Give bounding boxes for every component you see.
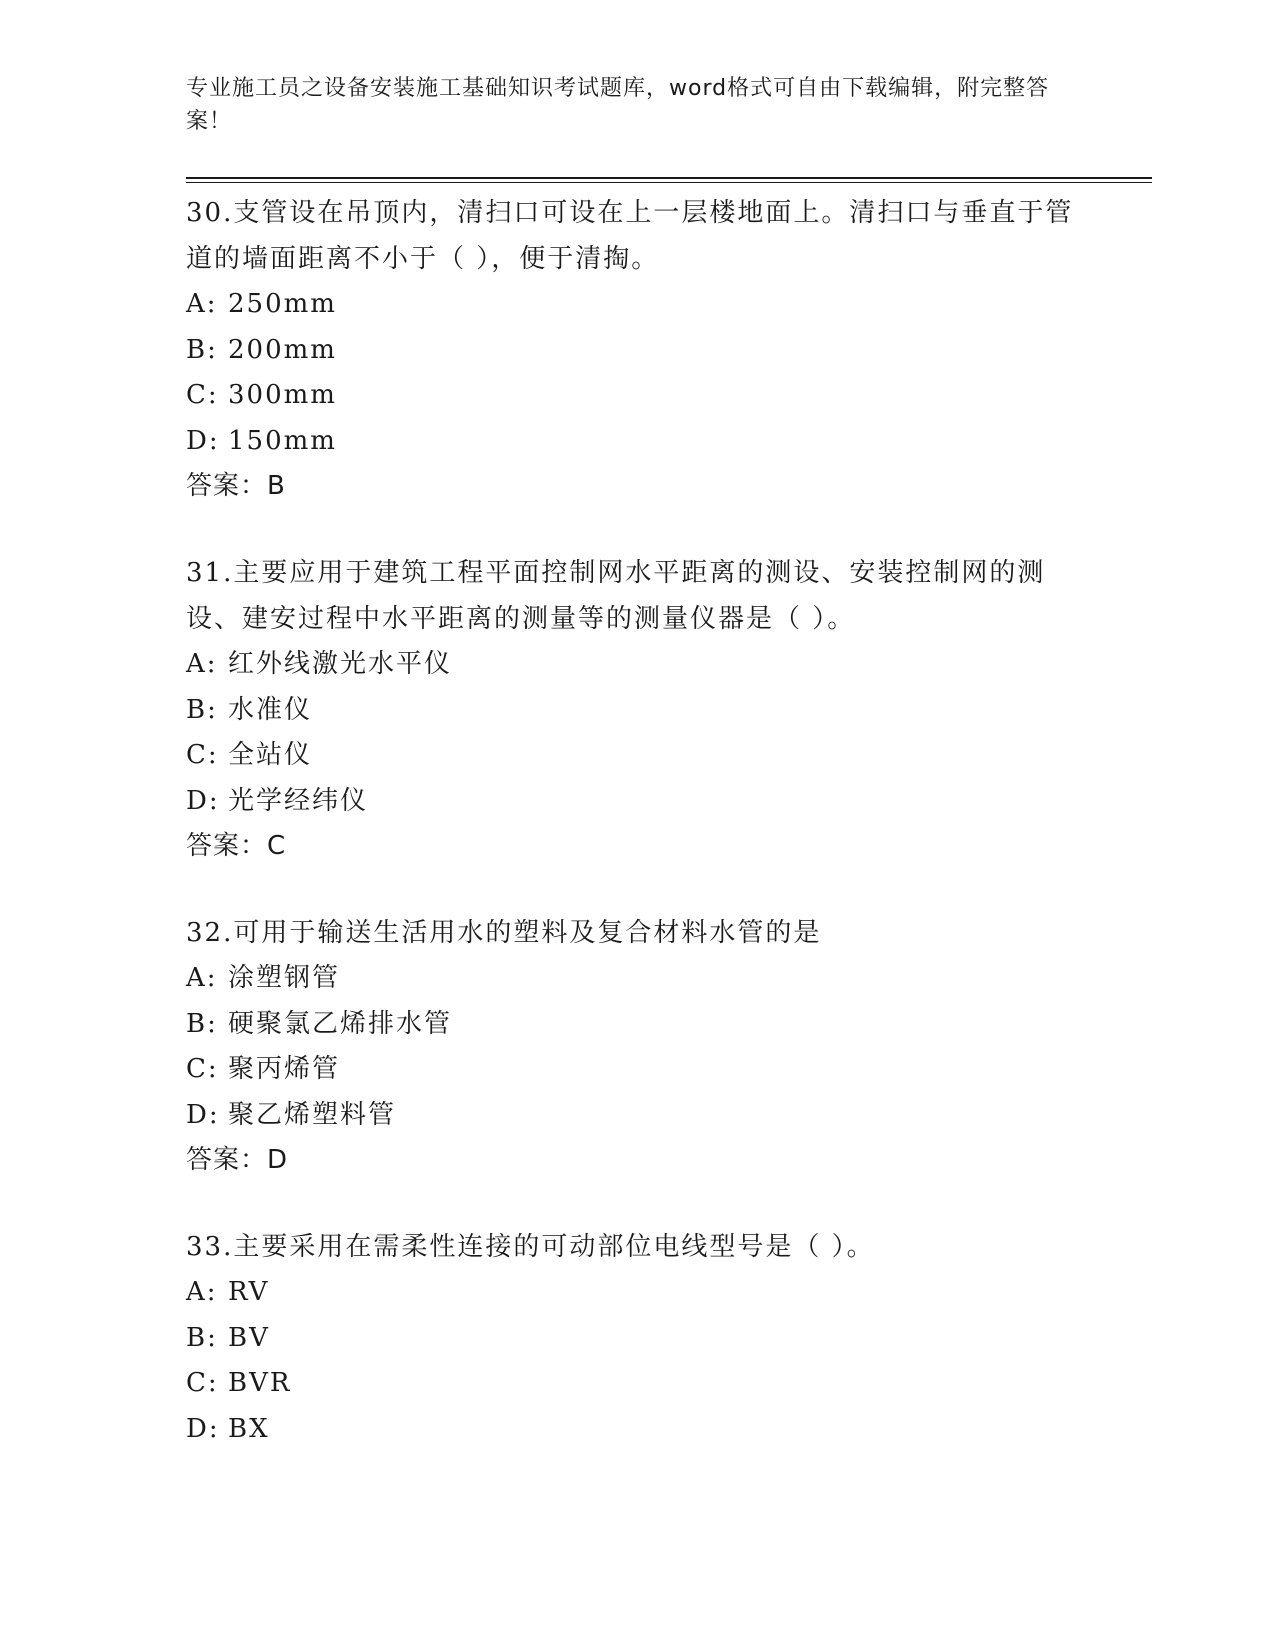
option-text: 硬聚氯乙烯排水管 xyxy=(228,1008,453,1039)
option-text: 150mm xyxy=(228,425,337,456)
question-stem: 31.主要应用于建筑工程平面控制网水平距离的测设、安装控制网的测设、建安过程中水平距离的测量等的测量仪器是（ ）。 xyxy=(186,558,1046,634)
answer-line: 答案：B xyxy=(186,471,286,501)
option-text: 300mm xyxy=(228,380,337,410)
option-d xyxy=(186,779,1086,825)
question-stem: 32.可用于输送生活用水的塑料及复合材料水管的是 xyxy=(186,918,822,948)
option-letter: A: xyxy=(186,649,218,679)
option-letter: D: xyxy=(186,1099,220,1130)
option-text: 光学经纬仪 xyxy=(228,785,369,816)
option-a xyxy=(186,956,1086,1002)
option-text: 聚乙烯塑料管 xyxy=(228,1099,397,1130)
option-letter: A: xyxy=(186,289,218,319)
question-spacer xyxy=(186,508,1086,550)
option-letter: A: xyxy=(186,963,218,993)
option-text: 250mm xyxy=(228,289,337,319)
option-letter: C: xyxy=(186,1368,219,1398)
option-text: 水准仪 xyxy=(228,694,313,725)
question-stem: 30.支管设在吊顶内，清扫口可设在上一层楼地面上。清扫口与垂直于管道的墙面距离不小于（ ），便于清掏。 xyxy=(186,198,1074,274)
option-letter: B: xyxy=(186,1008,218,1039)
option-letter: C: xyxy=(186,380,219,410)
option-c xyxy=(186,1361,1086,1407)
header-divider-thin xyxy=(186,182,1152,183)
option-c xyxy=(186,1047,1086,1093)
option-c xyxy=(186,373,1086,419)
option-letter: B: xyxy=(186,334,218,365)
option-a xyxy=(186,1270,1086,1316)
option-letter: C: xyxy=(186,740,219,770)
option-b xyxy=(186,1316,1086,1362)
option-text: BV xyxy=(228,1322,270,1353)
question-spacer xyxy=(186,1182,1086,1224)
header-title: 专业施工员之设备安装施工基础知识考试题库，word格式可自由下载编辑，附完整答案！ xyxy=(186,76,1050,134)
option-d xyxy=(186,1093,1086,1139)
option-text: 全站仪 xyxy=(228,740,313,770)
option-text: BVR xyxy=(228,1368,292,1398)
question-spacer xyxy=(186,868,1086,910)
question-32 xyxy=(186,910,1086,1182)
question-31 xyxy=(186,550,1086,868)
document-header xyxy=(186,72,1066,138)
option-letter: C: xyxy=(186,1054,219,1084)
option-b xyxy=(186,1002,1086,1048)
option-letter: B: xyxy=(186,1322,218,1353)
question-list xyxy=(186,190,1086,1452)
option-d xyxy=(186,1407,1086,1453)
option-c xyxy=(186,733,1086,779)
option-letter: B: xyxy=(186,694,218,725)
option-letter: D: xyxy=(186,1413,220,1444)
header-divider-thick xyxy=(186,177,1152,179)
option-a xyxy=(186,282,1086,328)
option-text: RV xyxy=(228,1277,270,1307)
option-d xyxy=(186,419,1086,465)
option-text: 红外线激光水平仪 xyxy=(228,649,453,679)
question-30 xyxy=(186,190,1086,508)
question-stem: 33.主要采用在需柔性连接的可动部位电线型号是（ ）。 xyxy=(186,1232,875,1262)
option-b xyxy=(186,328,1086,374)
answer-line: 答案：C xyxy=(186,831,287,861)
question-33 xyxy=(186,1224,1086,1452)
option-text: 涂塑钢管 xyxy=(228,963,341,993)
option-letter: D: xyxy=(186,425,220,456)
option-text: 200mm xyxy=(228,334,337,365)
answer-line: 答案：D xyxy=(186,1145,289,1175)
option-letter: A: xyxy=(186,1277,218,1307)
option-b xyxy=(186,688,1086,734)
option-a xyxy=(186,642,1086,688)
option-letter: D: xyxy=(186,785,220,816)
option-text: 聚丙烯管 xyxy=(228,1054,341,1084)
option-text: BX xyxy=(228,1413,270,1444)
